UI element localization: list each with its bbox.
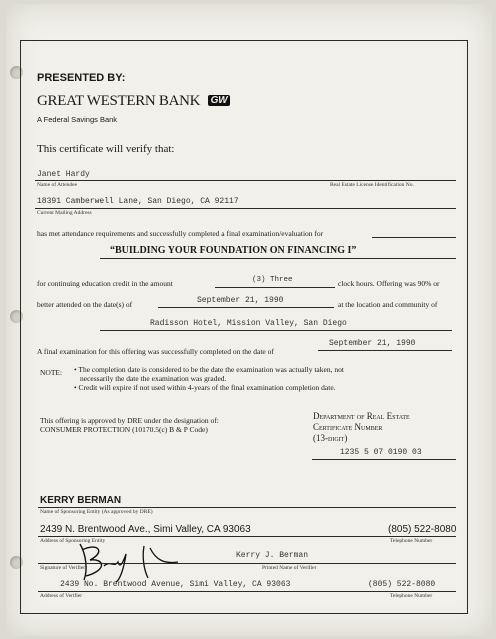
approval-line-1: This offering is approved by DRE under the designation of: bbox=[40, 416, 219, 425]
verifier-phone: (805) 522-8080 bbox=[368, 580, 436, 589]
printed-name-label: Printed Name of Verifier bbox=[262, 565, 317, 571]
dre-line-1: Department of Real Estate bbox=[313, 411, 410, 421]
dre-line-2: Certificate Number bbox=[313, 422, 383, 432]
address-label: Current Mailing Address bbox=[37, 210, 92, 216]
sponsor-address: 2439 N. Brentwood Ave., Simi Valley, CA 93063 bbox=[40, 524, 251, 535]
attendee-name-label: Name of Attendee bbox=[37, 182, 78, 188]
credit-text: for continuing education credit in the amount bbox=[37, 279, 173, 288]
credit-post: clock hours. Offering was 90% or bbox=[338, 279, 440, 288]
bank-logo: GW bbox=[208, 95, 231, 106]
verifier-printed-name: Kerry J. Berman bbox=[236, 551, 309, 560]
completion-intro: has met attendance requirements and successfully completed a final examination/evaluation for bbox=[37, 229, 324, 238]
attendee-name: Janet Hardy bbox=[37, 170, 90, 179]
sponsor-phone: (805) 522-8080 bbox=[388, 524, 457, 535]
note-item-2: • Credit will expire if not used within 4-years of the final examination completion date. bbox=[74, 383, 336, 392]
attend-date: September 21, 1990 bbox=[197, 296, 284, 305]
attend-text: better attended on the date(s) of bbox=[37, 300, 133, 309]
note-label: NOTE: bbox=[40, 368, 63, 377]
sponsor-name: KERRY BERMAN bbox=[40, 495, 122, 506]
verifier-address-label: Address of Verifier bbox=[40, 593, 83, 599]
exam-date: September 21, 1990 bbox=[329, 339, 416, 348]
license-label: Real Estate License Identification No. bbox=[330, 182, 414, 188]
course-title: “BUILDING YOUR FOUNDATION ON FINANCING I” bbox=[110, 245, 357, 256]
attendee-address: 18391 Camberwell Lane, San Diego, CA 92117 bbox=[37, 197, 239, 206]
verify-text: This certificate will verify that: bbox=[37, 143, 175, 155]
note-item-1b: necessarily the date the examination was graded. bbox=[80, 374, 227, 383]
credit-amount: (3) Three bbox=[252, 276, 293, 284]
sponsor-phone-label: Telephone Number bbox=[390, 538, 433, 544]
verifier-address: 2439 No. Brentwood Avenue, Simi Valley, CA 93063 bbox=[60, 580, 291, 589]
presented-by: PRESENTED BY: bbox=[37, 72, 126, 84]
location: Radisson Hotel, Mission Valley, San Diego bbox=[150, 319, 347, 328]
verifier-phone-label: Telephone Number bbox=[390, 593, 433, 599]
signature-label: Signature of Verifier bbox=[40, 565, 86, 571]
note-item-1: • The completion date is considered to be the date the examination was actually taken, not bbox=[74, 365, 344, 374]
bank-name: GREAT WESTERN BANK GW bbox=[37, 93, 230, 110]
sponsor-name-label: Name of Sponsoring Entity (As approved by DRE) bbox=[40, 509, 153, 515]
bank-subtitle: A Federal Savings Bank bbox=[37, 115, 118, 124]
dre-line-3: (13-digit) bbox=[313, 433, 348, 443]
exam-text: A final examination for this offering was successfully completed on the date of bbox=[37, 347, 274, 356]
dre-number: 1235 5 07 0190 03 bbox=[340, 448, 422, 457]
approval-line-2: CONSUMER PROTECTION (10170.5(c) B & P Code) bbox=[40, 425, 208, 434]
sponsor-address-label: Address of Sponsoring Entity bbox=[40, 538, 106, 544]
attend-post: at the location and community of bbox=[338, 300, 438, 309]
verifier-signature bbox=[60, 540, 190, 584]
